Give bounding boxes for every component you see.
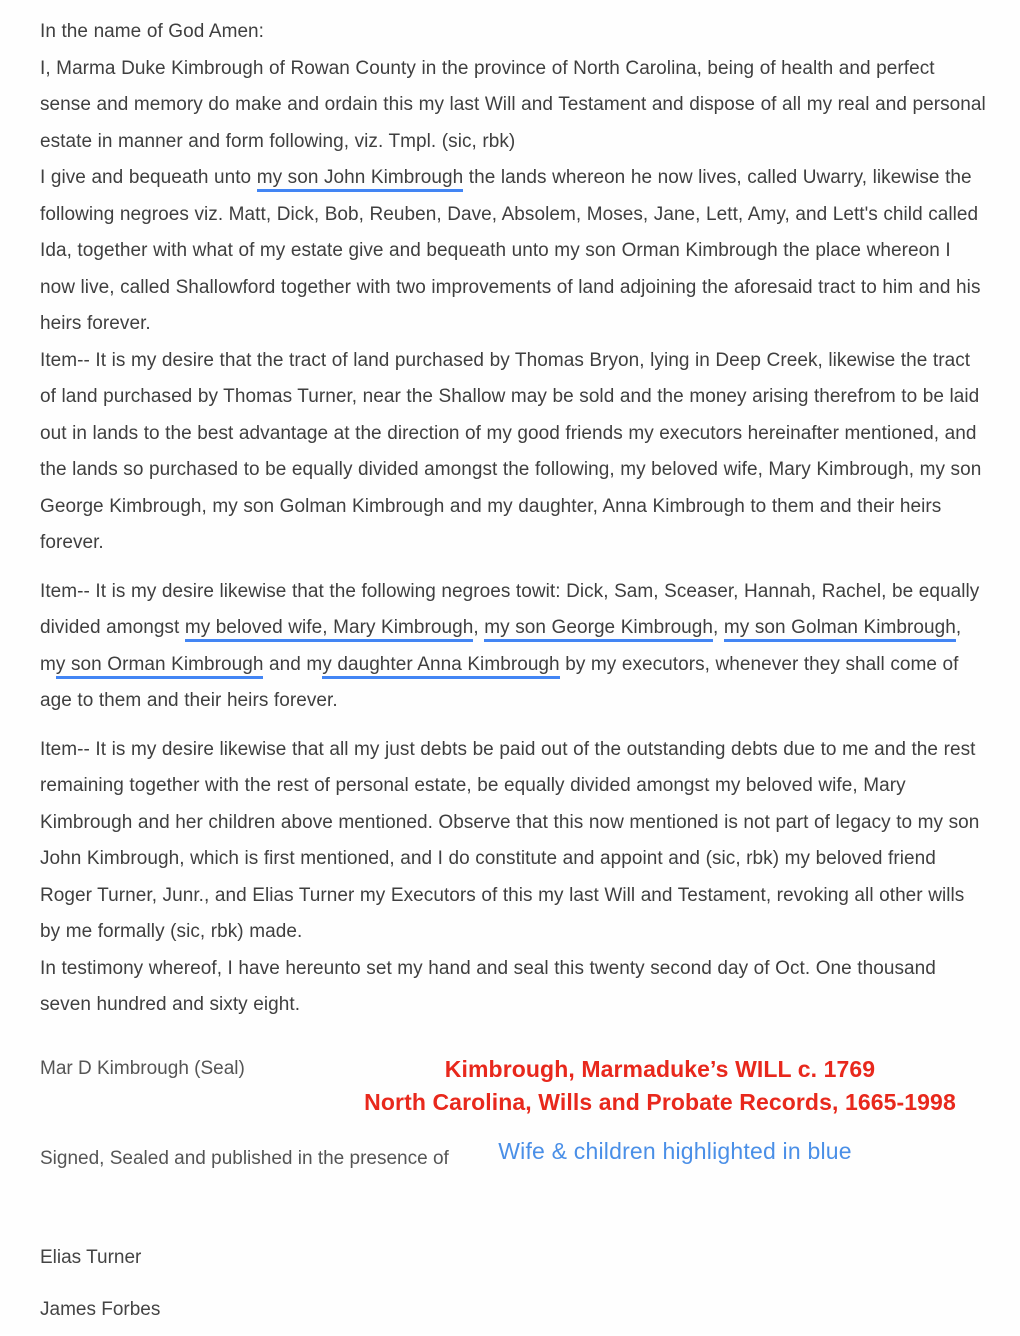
paragraph-testimony <box>40 951 988 1024</box>
witness-name-elias-turner: Elias Turner <box>40 1247 142 1268</box>
paragraph-text: Item-- It is my desire that the tract of land purchased by Thomas Bryon, lying in Deep Creek, likewise the tract of land purchased by Thomas Turner, near the Shallow may be sold and the money arising therefrom to be laid out in lands to the best advantage at the direction of my good friends my executors hereinafter mentioned, and the lands so purchased to be equally divided amongst the following, my beloved wife, Mary Kimbrough, my son George Kimbrough, my son Golman Kimbrough and my daughter, Anna Kimbrough to them and their heirs forever. <box>40 349 982 553</box>
paragraph-item-debts <box>40 732 988 951</box>
highlight-son-george-kimbrough: my son George Kimbrough <box>484 617 713 642</box>
paragraph-text-post: the lands whereon he now lives, called Uwarry, likewise the following negroes viz. Matt, Dick, Bob, Reuben, Dave, Absolem, Moses, Jane, Lett, Amy, and Lett's child called Ida, together with what of my estate give and bequeath unto my son Orman Kimbrough the place whereon I now live, called Shallowford together with two improvements of land adjoining the aforesaid tract to him and his heirs forever. <box>40 167 981 334</box>
witness-name-james-forbes: James Forbes <box>40 1299 161 1320</box>
paragraph-opening <box>40 14 988 51</box>
paragraph-item-land-sale <box>40 343 988 562</box>
highlight-son-golman-kimbrough: my son Golman Kimbrough <box>724 617 956 642</box>
paragraph-testator-declaration <box>40 51 988 161</box>
highlight-son-orman-kimbrough: y son Orman Kimbrough <box>56 654 264 679</box>
witness-signature-list <box>40 1232 540 1336</box>
paragraph-text-seg3: , <box>713 617 724 638</box>
paragraph-bequest-john <box>40 160 988 343</box>
annotation-title-line-2: North Carolina, Wills and Probate Records, 1665-1998 <box>364 1089 956 1115</box>
paragraph-text: I, Marma Duke Kimbrough of Rowan County in the province of North Carolina, being of health and perfect sense and memory do make and ordain this my last Will and Testament and dispose of all my real and personal estate in manner and form following, viz. Tmpl. (sic, rbk) <box>40 57 986 152</box>
paragraph-text: In the name of God Amen: <box>40 21 265 42</box>
highlight-daughter-anna-kimbrough: y daughter Anna Kimbrough <box>322 654 559 679</box>
highlight-wife-mary-kimbrough: my beloved wife, Mary Kimbrough <box>185 617 474 642</box>
paragraph-text-seg6: by my executors, whenever they shall come of age to them and their heirs forever. <box>40 653 959 711</box>
paragraph-text-seg1: Item-- It is my desire likewise that the following negroes towit: Dick, Sam, Sceaser, Hannah, Rachel, be equally divided amongst <box>40 580 980 638</box>
annotation-title-line-1: Kimbrough, Marmaduke’s WILL c. 1769 <box>444 1056 876 1082</box>
paragraph-text-seg2: , <box>473 617 485 638</box>
paragraph-text-seg5: and m <box>263 653 323 675</box>
paragraph-text: In testimony whereof, I have hereunto set my hand and seal this twenty second day of Oct. One thousand seven hundred and sixty eight. <box>40 957 936 1015</box>
paragraph-text: Item-- It is my desire likewise that all my just debts be paid out of the outstanding debts due to me and the rest remaining together with the rest of personal estate, be equally divided amongst my beloved wife, Mary Kimbrough and her children above mentioned. Observe that this now mentioned is not part of legacy to my son John Kimbrough, which is first mentioned, and I do constitute and appoint and (sic, rbk) my beloved friend Roger Turner, Junr., and Elias Turner my Executors of this my last Will and Testament, revoking all other wills by me formally (sic, rbk) made. <box>40 738 980 942</box>
highlight-son-john-kimbrough: my son John Kimbrough <box>257 167 464 192</box>
signature-annotation-row <box>40 1055 988 1175</box>
seal-signature-line: Mar D Kimbrough (Seal) <box>40 1058 245 1079</box>
annotation-block <box>290 1053 1020 1166</box>
paragraph-text-seg4: , m <box>40 617 962 675</box>
paragraph-text-pre: I give and bequeath unto <box>40 167 257 188</box>
witness-intro-line: Signed, Sealed and published in the presence of <box>40 1148 449 1169</box>
will-text-body <box>40 14 988 1024</box>
paragraph-item-division <box>40 574 988 720</box>
annotation-legend: Wife & children highlighted in blue <box>498 1138 852 1164</box>
